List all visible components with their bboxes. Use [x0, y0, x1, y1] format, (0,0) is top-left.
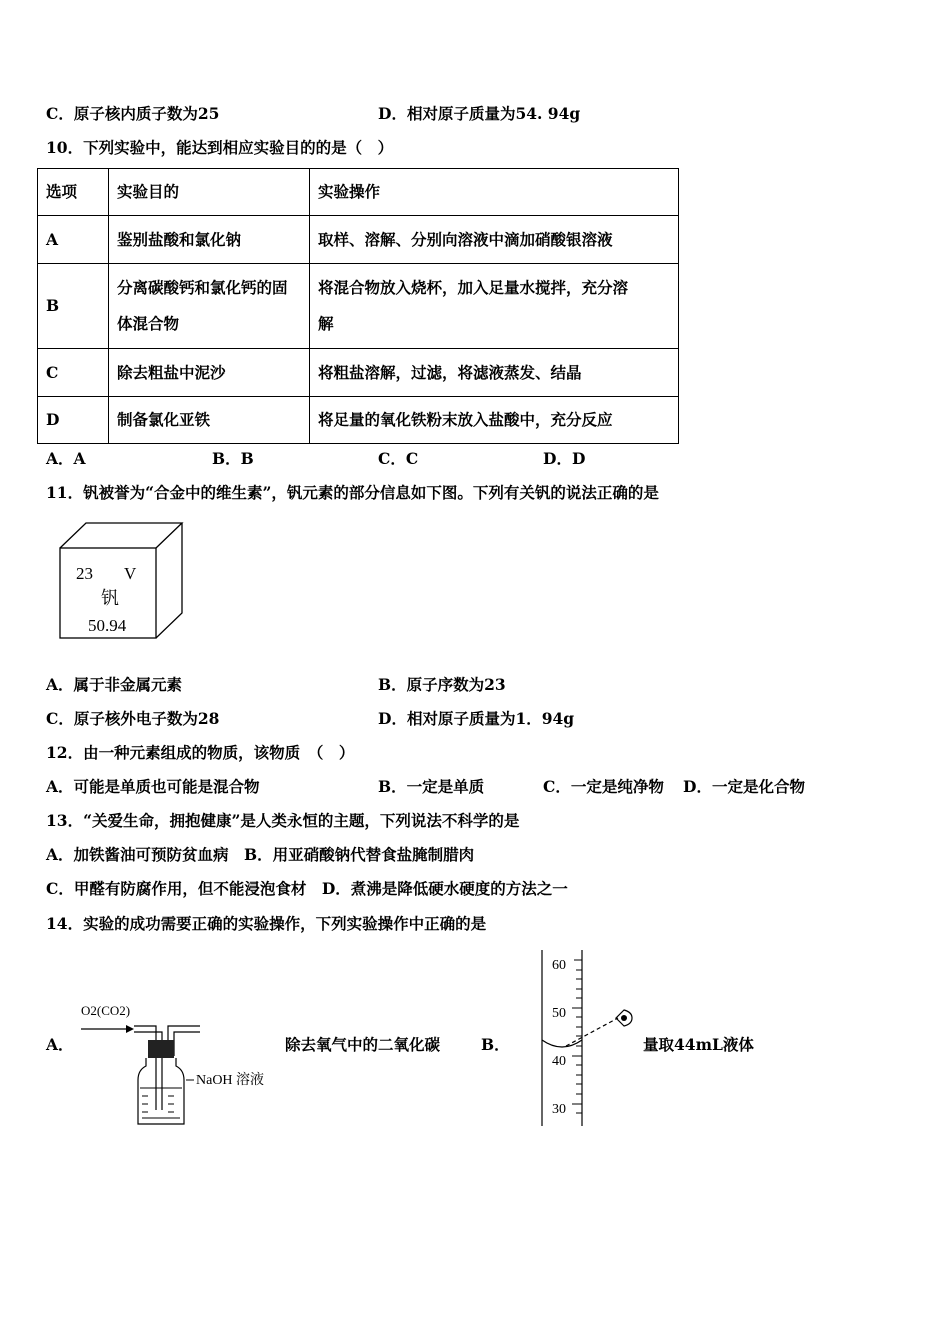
q11-option-c: C．原子核外电子数为28 [46, 709, 220, 728]
cell-line: 体混合物 [117, 314, 180, 333]
q9-option-c: C．原子核内质子数为25 [46, 104, 220, 123]
q14-label-a: A． [46, 1035, 74, 1054]
element-symbol: V [124, 564, 137, 583]
table-cell-purpose: 鉴别盐酸和氯化钠 [109, 216, 310, 264]
table-cell-option: A [38, 216, 109, 264]
table-cell-option: C [38, 349, 109, 397]
q10-choice-b: B．B [212, 449, 254, 468]
inlet-tube [134, 1026, 156, 1110]
table-cell-purpose: 制备氯化亚铁 [109, 397, 310, 444]
q12-option-b: B．一定是单质 [378, 777, 485, 796]
q10-choice-c: C．C [378, 449, 419, 468]
q12-option-c: C．一定是纯净物 [543, 777, 664, 796]
q14-stem: 14．实验的成功需要正确的实验操作，下列实验操作中正确的是 [46, 914, 487, 933]
table-cell-purpose: 除去粗盐中泥沙 [109, 349, 310, 397]
table-cell-operation: 将粗盐溶解，过滤，将滤液蒸发、结晶 [310, 349, 679, 397]
table-header-cell: 实验目的 [109, 169, 310, 216]
q11-option-a: A．属于非金属元素 [46, 675, 183, 694]
q11-option-d: D．相对原子质量为1．94g [378, 709, 575, 728]
graduated-cylinder-figure [536, 950, 646, 1128]
q10-choice-d: D．D [543, 449, 586, 468]
gas-washing-bottle-figure [76, 996, 282, 1128]
cell-line: 分离碳酸钙和氯化钙的固 [117, 278, 288, 297]
table-cell-option: B [38, 264, 109, 349]
element-name: 钒 [101, 588, 119, 608]
q11-stem: 11．钒被誉为“合金中的维生素”，钒元素的部分信息如下图。下列有关钒的说法正确的是 [46, 483, 659, 502]
tick-label: 40 [552, 1054, 566, 1069]
q12-option-d: D．一定是化合物 [683, 777, 805, 796]
bottle-stopper [148, 1040, 174, 1058]
q13-options-line1: A．加铁酱油可预防贫血病 B．用亚硝酸钠代替食盐腌制腊肉 [46, 845, 475, 864]
q12-option-a: A．可能是单质也可能是混合物 [46, 777, 260, 796]
cell-line: 将混合物放入烧杯，加入足量水搅拌，充分溶 [318, 278, 629, 297]
table-cell-operation [310, 264, 679, 349]
q14-caption-a: 除去氧气中的二氧化碳 [285, 1035, 441, 1054]
element-number: 23 [76, 564, 93, 583]
table-header-cell: 选项 [38, 169, 109, 216]
gas-label: O2(CO2) [81, 1003, 131, 1018]
table-cell-operation: 将足量的氧化铁粉末放入盐酸中，充分反应 [310, 397, 679, 444]
liquid-label: NaOH 溶液 [196, 1073, 265, 1088]
q10-table [37, 168, 679, 444]
table-cell-operation: 取样、溶解、分别向溶液中滴加硝酸银溶液 [310, 216, 679, 264]
table-header-row [38, 169, 679, 216]
q12-stem: 12．由一种元素组成的物质，该物质 （ ） [46, 743, 355, 762]
tick-label: 30 [552, 1102, 566, 1117]
cell-line: 解 [318, 314, 334, 333]
cube-side-face [156, 523, 182, 638]
q13-options-line2: C．甲醛有防腐作用，但不能浸泡食材 D．煮沸是降低硬水硬度的方法之一 [46, 879, 568, 898]
table-row [38, 216, 679, 264]
element-cell-figure [56, 520, 186, 642]
table-row [38, 397, 679, 444]
arrow-head-icon [126, 1025, 134, 1033]
element-mass: 50.94 [88, 616, 127, 635]
cube-top-face [60, 523, 182, 548]
table-cell-purpose [109, 264, 310, 349]
tick-label: 60 [552, 958, 566, 973]
q10-stem: 10．下列实验中，能达到相应实验目的的是（ ） [46, 138, 394, 157]
q13-stem: 13．“关爱生命，拥抱健康”是人类永恒的主题，下列说法不科学的是 [46, 811, 520, 830]
table-row [38, 349, 679, 397]
outlet-tube-inner [174, 1032, 200, 1056]
eye-icon [616, 1010, 632, 1026]
table-row [38, 264, 679, 349]
q11-option-b: B．原子序数为23 [378, 675, 506, 694]
tick-label: 50 [552, 1006, 566, 1021]
q9-option-d: D．相对原子质量为54. 94g [378, 104, 581, 123]
table-cell-option: D [38, 397, 109, 444]
q14-label-b: B． [481, 1035, 510, 1054]
q14-caption-b: 量取44mL液体 [643, 1035, 754, 1054]
table-header-cell: 实验操作 [310, 169, 679, 216]
bottle-body [138, 1058, 184, 1124]
q10-choice-a: A．A [46, 449, 86, 468]
sight-line [566, 1018, 618, 1046]
